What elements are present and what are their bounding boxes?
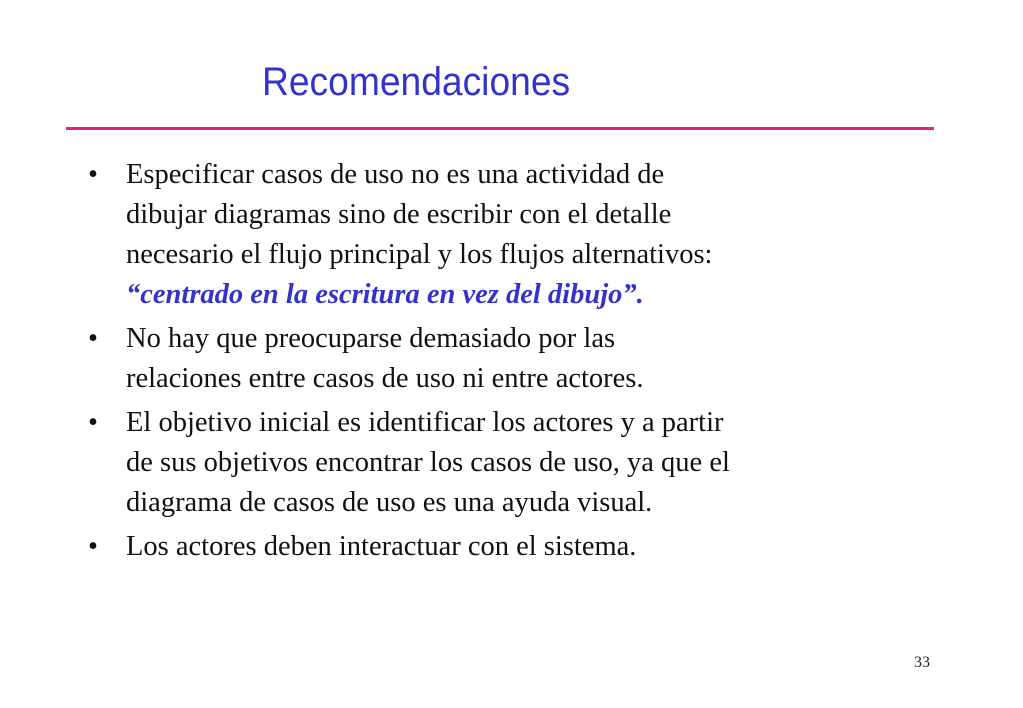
bullet-text-line: dibujar diagramas sino de escribir con el detalle [126, 199, 672, 230]
bullet-text-line: de sus objetivos encontrar los casos de uso, ya que el [126, 447, 730, 478]
bullet-text-line: El objetivo inicial es identificar los actores y a partir [126, 407, 724, 438]
bullet-text-line: Los actores deben interactuar con el sistema. [126, 531, 637, 562]
bullet-item [88, 527, 938, 567]
title-divider [66, 127, 934, 130]
slide-title: Recomendaciones [262, 60, 571, 104]
bullet-text-line: necesario el flujo principal y los flujos alternativos: [126, 239, 713, 270]
page-number: 33 [914, 654, 930, 671]
bullet-marker: • [88, 323, 98, 354]
bullet-text-line: Especificar casos de uso no es una actividad de [126, 159, 665, 190]
bullet-item [88, 403, 938, 523]
bullet-marker: • [88, 407, 98, 438]
bullet-marker: • [88, 159, 98, 190]
bullet-marker: • [88, 531, 98, 562]
bullet-item [88, 319, 938, 399]
bullet-text-line: No hay que preocuparse demasiado por las [126, 323, 616, 354]
bullet-text-line: relaciones entre casos de uso ni entre actores. [126, 363, 644, 394]
bullet-text-line: diagrama de casos de uso es una ayuda visual. [126, 487, 653, 518]
bullet-list [88, 155, 938, 571]
bullet-emphasis-quote: “centrado en la escritura en vez del dibujo”. [126, 279, 644, 310]
bullet-item [88, 155, 938, 315]
